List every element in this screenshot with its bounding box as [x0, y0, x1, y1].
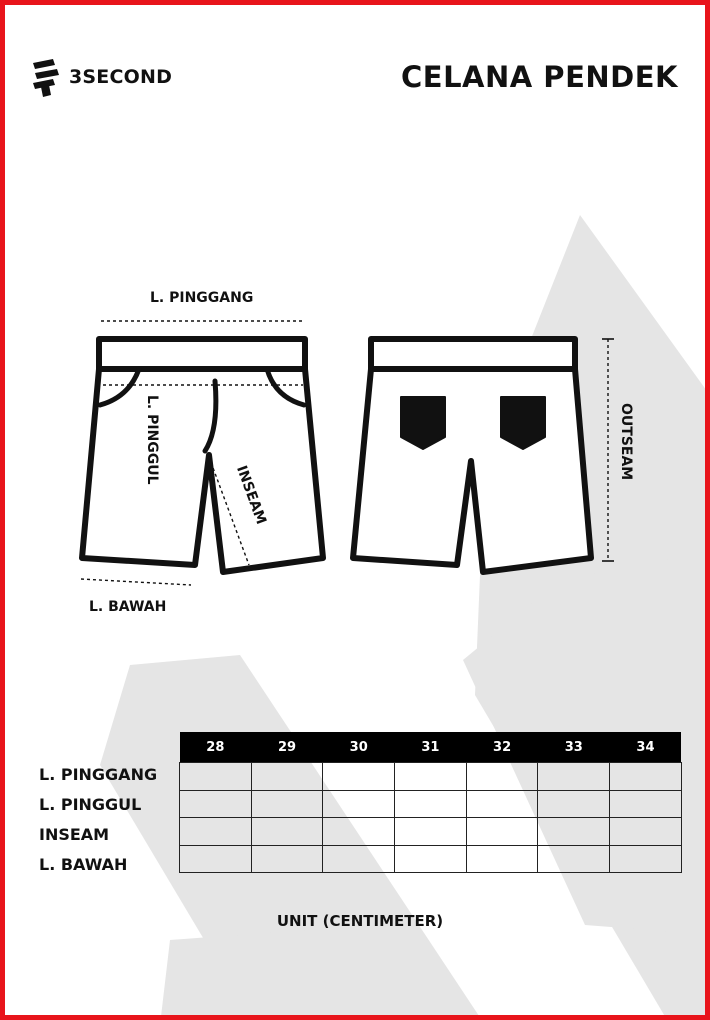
size-table: [179, 732, 682, 873]
table-cell: [323, 845, 395, 873]
row-label-waist: L. PINGGANG: [39, 765, 158, 784]
table-cell: [323, 763, 395, 791]
size-header-cell: 30: [323, 732, 395, 763]
size-header-cell: 34: [610, 732, 682, 763]
table-cell: [180, 845, 252, 873]
inseam-label: INSEAM: [233, 463, 270, 527]
table-cell: [610, 763, 682, 791]
table-cell: [466, 818, 538, 846]
table-cell: [395, 790, 467, 818]
outseam-label: OUTSEAM: [618, 403, 634, 481]
table-cell: [395, 818, 467, 846]
table-cell: [251, 818, 323, 846]
row-label-hip: L. PINGGUL: [39, 795, 142, 814]
table-cell: [538, 763, 610, 791]
hip-label: L. PINGGUL: [144, 395, 160, 485]
table-cell: [251, 763, 323, 791]
row-label-hem: L. BAWAH: [39, 855, 128, 874]
table-cell: [323, 790, 395, 818]
page-title: CELANA PENDEK: [400, 60, 678, 94]
table-cell: [610, 790, 682, 818]
table-cell: [251, 845, 323, 873]
waist-label: L. PINGGANG: [150, 290, 254, 306]
table-cell: [251, 790, 323, 818]
table-cell: [395, 845, 467, 873]
table-cell: [180, 763, 252, 791]
size-header-cell: 33: [538, 732, 610, 763]
table-cell: [180, 818, 252, 846]
table-cell: [180, 790, 252, 818]
table-row: [180, 845, 682, 873]
back-left-pocket: [401, 397, 445, 449]
shorts-front-view: [82, 339, 323, 572]
brand-name: 3SECOND: [69, 66, 173, 88]
shorts-back-view: [353, 339, 591, 572]
table-row: [180, 790, 682, 818]
table-cell: [466, 763, 538, 791]
shorts-illustration: [5, 5, 710, 625]
size-header-cell: 32: [466, 732, 538, 763]
table-cell: [610, 818, 682, 846]
table-row: [180, 818, 682, 846]
size-header-cell: 29: [251, 732, 323, 763]
table-cell: [610, 845, 682, 873]
size-header-row: [180, 732, 682, 763]
table-cell: [395, 763, 467, 791]
hem-label: L. BAWAH: [89, 599, 167, 615]
unit-note: UNIT (CENTIMETER): [276, 912, 444, 930]
table-cell: [538, 790, 610, 818]
table-row: [180, 763, 682, 791]
table-cell: [466, 845, 538, 873]
table-cell: [323, 818, 395, 846]
table-cell: [466, 790, 538, 818]
back-shorts-body: [353, 369, 591, 572]
table-cell: [538, 818, 610, 846]
row-label-inseam: INSEAM: [39, 825, 110, 844]
size-header-cell: 28: [180, 732, 252, 763]
table-cell: [538, 845, 610, 873]
back-waistband: [371, 339, 575, 369]
front-waistband: [99, 339, 305, 369]
back-right-pocket: [501, 397, 545, 449]
hem-measure-line: [81, 579, 191, 585]
size-header-cell: 31: [395, 732, 467, 763]
